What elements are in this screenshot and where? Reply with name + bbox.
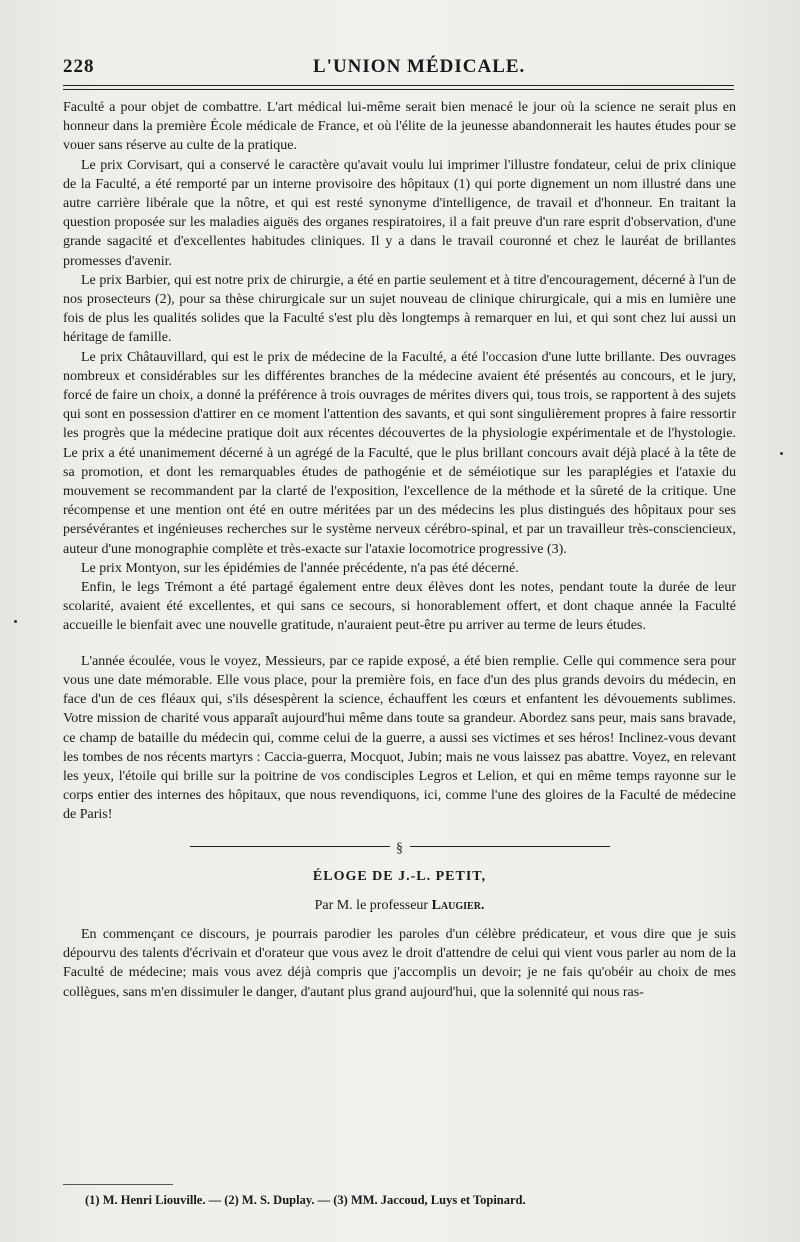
header-rule (63, 85, 734, 90)
paragraph: Le prix Corvisart, qui a conservé le caractère qu'avait voulu lui imprimer l'illustre fondateur, celui de prix clinique de la Faculté, a été remporté par un interne provisoire des hôpitaux (1) qui porte dignement un nom illustré dans une autre carrière libérale que la nôtre, et qui est resté synonyme d'intelligence, de travail et d'honneur. En traitant la question proposée sur les maladies aiguës des organes respiratoires, il a fait preuve d'un rare esprit d'observation, d'une grande sagacité et d'excellentes habitudes cliniques. Il y a dans le travail couronné et chez le lauréat de brillantes promesses d'avenir. (63, 157, 736, 269)
section-byline (63, 896, 736, 915)
running-header (63, 56, 732, 82)
section-separator (190, 840, 610, 856)
byline-author: Laugier. (431, 897, 485, 913)
footnote-rule (63, 1184, 173, 1185)
paragraph: Le prix Montyon, sur les épidémies de l'année précédente, n'a pas été décerné. (81, 560, 519, 576)
article-body (63, 98, 736, 1002)
speck (780, 452, 783, 455)
byline-prefix: Par M. le professeur (314, 897, 429, 913)
speck (14, 620, 17, 623)
paragraph: Faculté a pour objet de combattre. L'art médical lui-même serait bien menacé le jour où la science ne serait plus en honneur dans la première École médicale de France, et où l'élite de la jeunesse abandonnerait les hautes études pour se vouer sans réserve au culte de la pratique. (63, 100, 736, 154)
footnotes: (1) M. Henri Liouville. — (2) M. S. Duplay. — (3) MM. Jaccoud, Luys et Topinard. (85, 1193, 526, 1207)
separator-ornament: § (390, 839, 410, 858)
page-number: 228 (63, 56, 95, 77)
paragraph: L'année écoulée, vous le voyez, Messieurs, par ce rapide exposé, a été bien remplie. Celle qui commence sera pour vous une date mémorable. Elle vous place, pour la première fois, en face d'un des plus grands devoirs du médecin, en face d'un de ces fléaux qui, s'ils désespèrent la science, échauffent les cœurs et enfantent les dévouements sublimes. Votre mission de charité vous apparaît aujourd'hui même dans toute sa grandeur. Abordez sans peur, mais sans bravade, ce champ de bataille du médecin qui, comme celui de la guerre, a aussi ses victimes et ses héros! Inclinez-vous devant les tombes de nos récents martyrs : Caccia-guerra, Mocquot, Jubin; mais ne vous laissez pas abattre. Voyez, en relevant les yeux, l'étoile qui brille sur la poitrine de vos condisciples Legros et Lelion, et qui en même temps rayonne sur le corps entier des internes des hôpitaux, que nous revendiquons, ici, comme l'une des gloires de la Faculté de médecine de Paris! (63, 653, 736, 823)
section-title: ÉLOGE DE J.-L. PETIT, (312, 868, 487, 884)
paragraph: Le prix Barbier, qui est notre prix de chirurgie, a été en partie seulement et à titre d'encouragement, décerné à l'un de nos prosecteurs (2), pour sa thèse chirurgicale sur un sujet nouveau de clinique chirurgicale, qui a mis en lumière une fois de plus les qualités solides que la Faculté s'est plu dès longtemps à remarquer en lui, et qui sont chez lui aussi un héritage de famille. (63, 272, 736, 346)
paragraph: En commençant ce discours, je pourrais parodier les paroles d'un célèbre prédicateur, et vous dire que je suis dépourvu des talents d'écrivain et d'orateur que vous avez le droit d'attendre de celui qui vient vous parler au nom de la Faculté de médecine; mais vous avez déjà compris que j'accomplis un devoir; je ne fais qu'obéir au choix de mes collègues, sans m'en dissimuler le danger, d'autant plus grand aujourd'hui, que la solennité qui nous ras- (63, 926, 736, 1000)
paragraph: Enfin, le legs Trémont a été partagé également entre deux élèves dont les notes, pendant toute la durée de leur scolarité, avaient été excellentes, et qui sans ce secours, si honorablement offert, et dont chaque année la Faculté accueille le bienfait avec une nouvelle gratitude, n'auraient peut-être pu arriver au terme de leurs études. (63, 580, 736, 634)
paragraph: Le prix Châtauvillard, qui est le prix de médecine de la Faculté, a été l'occasion d'une lutte brillante. Des ouvrages nombreux et considérables sur les différentes branches de la médecine avaient été présentés au concours, et le jury, forcé de faire un choix, a donné la préférence à trois ouvrages de mérites divers qui, tous trois, se rapportent à des sujets qui sont en possession d'attirer en ce moment l'attention des savants, et qui sont singulièrement propres à faire ressortir les progrès que la médecine pratique doit aux récentes découvertes de la physiologie expérimentale et de l'hystologie. Le prix a été unanimement décerné à un agrégé de la Faculté, que le plus brillant concours avait déjà placé à la tête de sa promotion, et dont les remarquables études de pathogénie et de séméiotique sur les paraplégies et l'ataxie du mouvement se recommandent par la clarté de l'exposition, l'excellence de la méthode et la sûreté de la critique. Une récompense et une mention ont été en outre méritées par un des médecins les plus distingués des hôpitaux pour ses persévérantes et ingénieuses recherches sur le système nerveux cérébro-spinal, et par un travailleur très-consciencieux, auteur d'une monographie complète et très-exacte sur l'ataxie locomotrice progressive (3). (63, 349, 736, 557)
journal-title: L'UNION MÉDICALE. (313, 56, 526, 77)
paragraph-gap (63, 636, 736, 652)
